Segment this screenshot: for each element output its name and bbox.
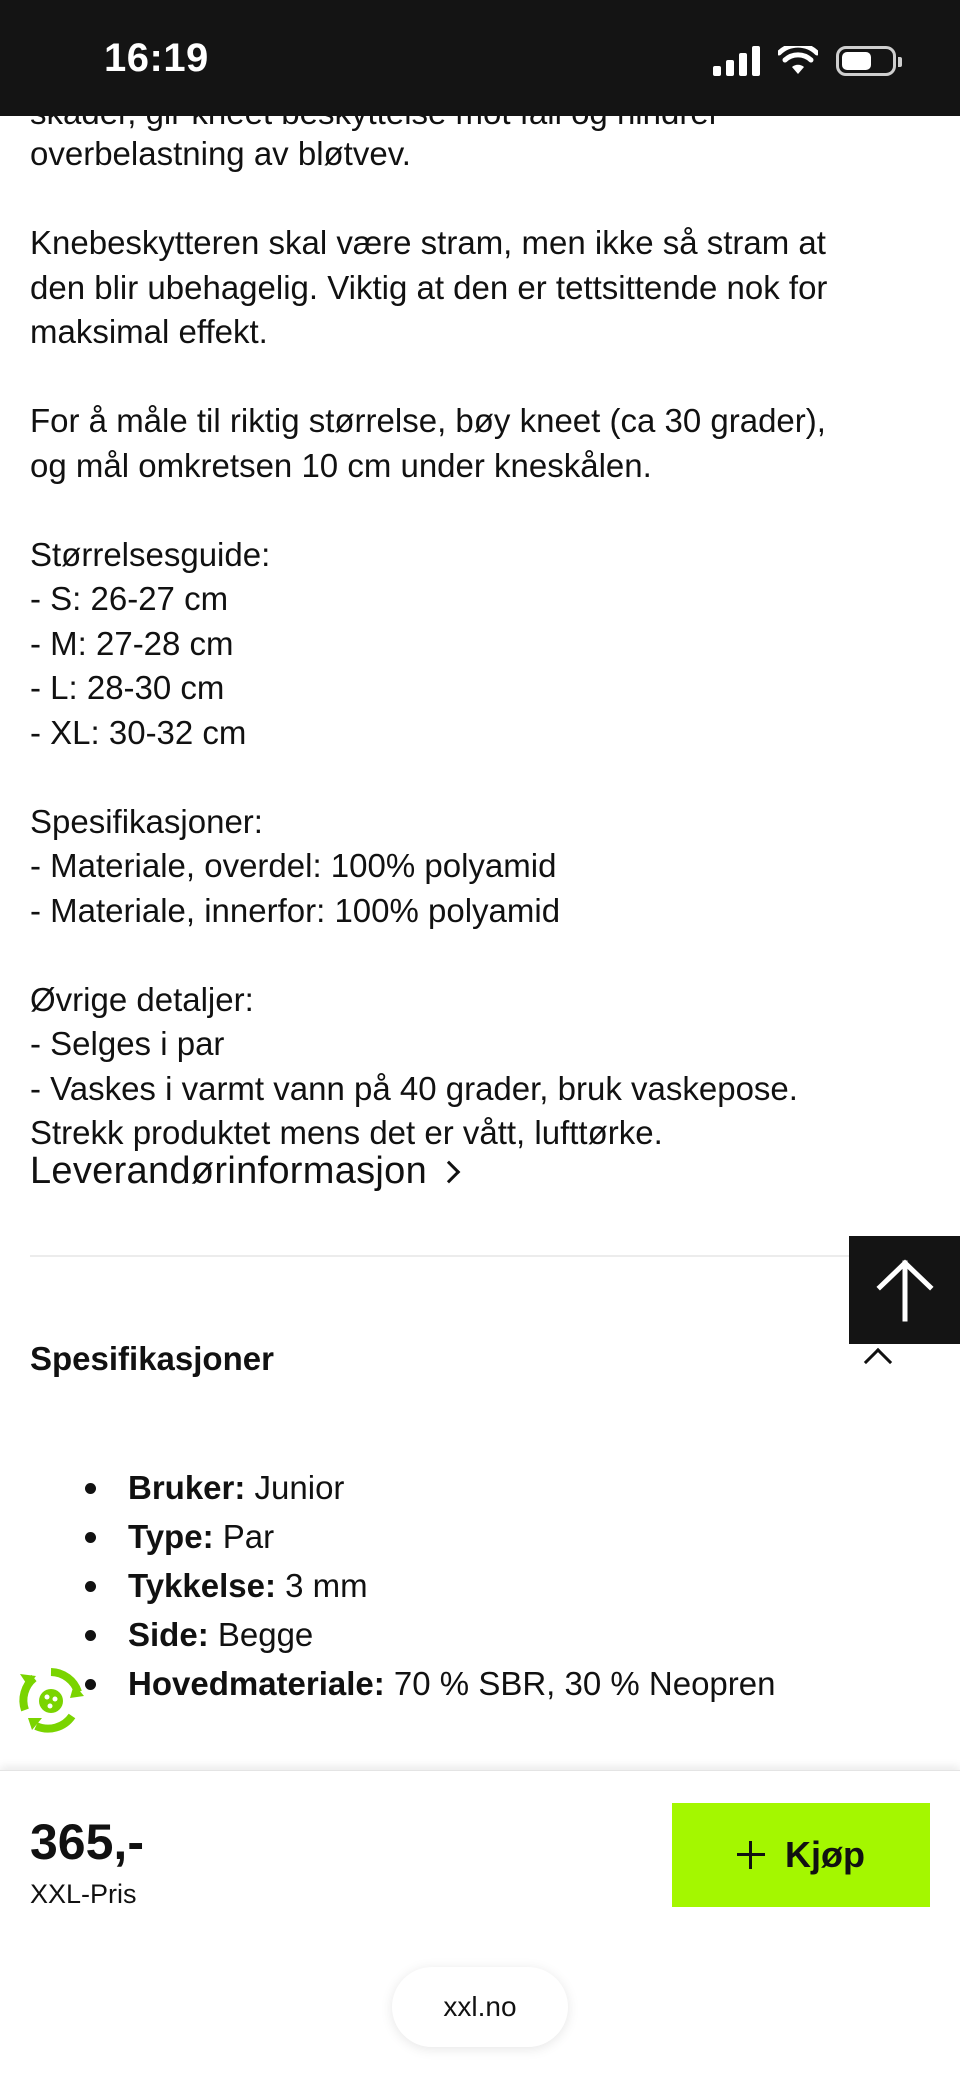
status-time: 16:19 — [104, 36, 209, 80]
wifi-icon — [778, 46, 818, 76]
status-bar — [0, 0, 960, 116]
spec-item: Hovedmateriale: 70 % SBR, 30 % Neopren — [85, 1659, 775, 1708]
price: 365,- — [30, 1814, 144, 1870]
scroll-to-top-button[interactable] — [849, 1236, 960, 1344]
status-icons — [713, 46, 896, 76]
buy-button[interactable] — [672, 1803, 930, 1907]
specifications-list — [85, 1463, 775, 1708]
arrow-up-icon — [870, 1255, 940, 1325]
size-guide: Størrelsesguide: - S: 26-27 cm - M: 27-28 cm - L: 28-30 cm - XL: 30-32 cm — [30, 535, 271, 751]
price-label: XXL-Pris — [30, 1879, 137, 1909]
spec-item: Type: Par — [85, 1512, 775, 1561]
purchase-bar — [0, 1770, 960, 2078]
description-paragraph: Knebeskytteren skal være stram, men ikke så stram at den blir ubehagelig. Viktig at den er tettsittende nok for maksimal effekt. — [30, 224, 828, 350]
battery-icon — [836, 46, 896, 76]
supplier-info-label: Leverandørinformasjon — [30, 1150, 428, 1192]
description-specifications: Spesifikasjoner: - Materiale, overdel: 100% polyamid - Materiale, innerfor: 100% polyamid — [30, 802, 561, 929]
other-details: Øvrige detaljer: - Selges i par - Vaskes i varmt vann på 40 grader, bruk vaskepose. Strekk produktet mens det er vått, lufttørke. — [30, 980, 798, 1151]
recycle-badge-icon[interactable] — [16, 1666, 86, 1736]
spec-item: Tykkelse: 3 mm — [85, 1561, 775, 1610]
browser-url-pill[interactable] — [392, 1967, 568, 2047]
cellular-signal-icon — [713, 46, 760, 76]
url-text: xxl.no — [443, 1991, 517, 2022]
divider — [30, 1255, 930, 1257]
chevron-up-icon[interactable] — [864, 1348, 892, 1376]
description-paragraph: For å måle til riktig størrelse, bøy kneet (ca 30 grader), og mål omkretsen 10 cm under kneskålen. — [30, 402, 826, 484]
product-description — [30, 132, 930, 1156]
spec-item: Side: Begge — [85, 1610, 775, 1659]
specifications-header[interactable]: Spesifikasjoner — [30, 1340, 274, 1377]
plus-icon — [737, 1841, 765, 1869]
buy-button-label: Kjøp — [785, 1834, 865, 1875]
chevron-right-icon — [438, 1160, 461, 1183]
spec-item: Bruker: Junior — [85, 1463, 775, 1512]
supplier-info-link[interactable] — [30, 1150, 457, 1193]
description-paragraph: overbelastning av bløtvev. — [30, 135, 411, 172]
